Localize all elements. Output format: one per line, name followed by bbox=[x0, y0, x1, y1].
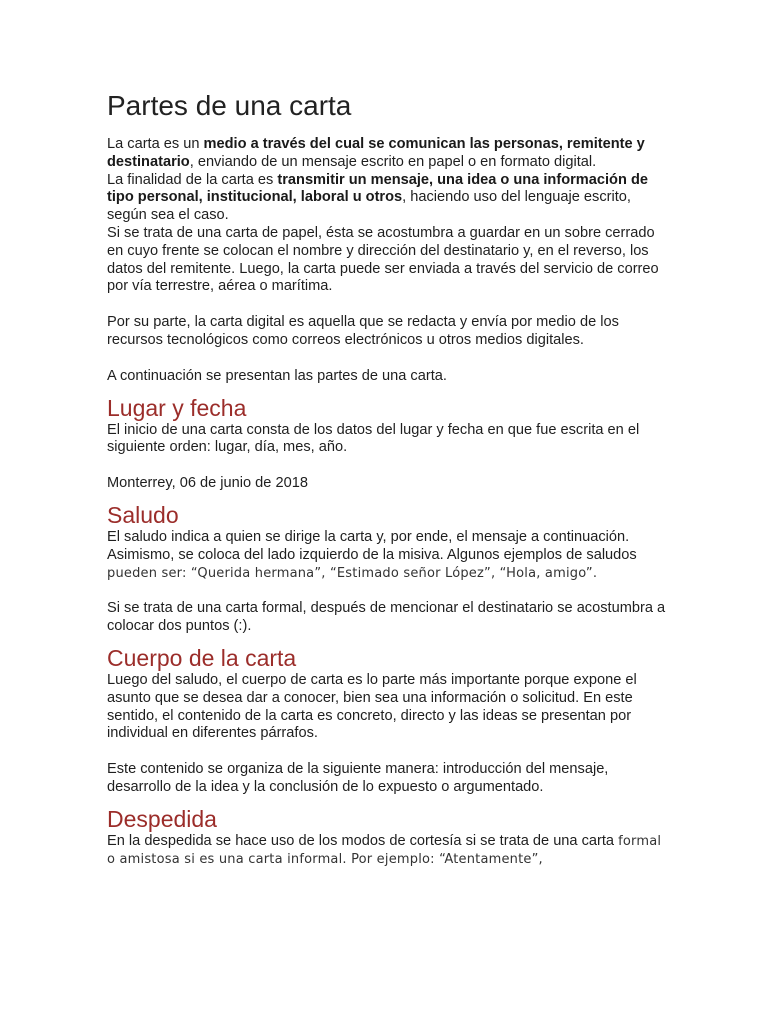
intro-bold-text: medio a través del cual se comunican las personas, remitente y destinatario bbox=[107, 136, 645, 170]
intro-paragraph-4: Por su parte, la carta digital es aquella que se redacta y envía por medio de los recursos tecnológicos como correos electrónicos u otros medios digitales. bbox=[107, 314, 619, 348]
section-heading-despedida: Despedida bbox=[107, 805, 217, 832]
intro-paragraph-2 bbox=[107, 172, 667, 225]
intro-text: La finalidad de la carta es bbox=[107, 171, 278, 188]
section-heading-lugar: Lugar y fecha bbox=[107, 394, 247, 421]
saludo-paragraph-2: Si se trata de una carta formal, después de mencionar el destinatario se acostumbra a colocar dos puntos (:). bbox=[107, 600, 666, 635]
cuerpo-paragraph-1: Luego del saludo, el cuerpo de carta es lo parte más importante porque expone el asunto que se desea dar a conocer, bien sea una información o solicitud. En este sentido, el contenido de la carta es concreto, directo y las ideas se presentan por individual en diferentes párrafos. bbox=[107, 671, 637, 742]
section-heading-cuerpo: Cuerpo de la carta bbox=[107, 644, 297, 671]
intro-bold-text: transmitir un mensaje, una idea o una información de tipo personal, institucional, laboral u otros bbox=[107, 171, 648, 206]
intro-text: , haciendo uso del lenguaje escrito, según sea el caso. bbox=[107, 189, 631, 224]
cuerpo-paragraph-2: Este contenido se organiza de la siguiente manera: introducción del mensaje, desarrollo de la idea y la conclusión de lo expuesto o argumentado. bbox=[107, 761, 609, 795]
saludo-paragraph-1 bbox=[107, 529, 667, 582]
lugar-paragraph: El inicio de una carta consta de los datos del lugar y fecha en que fue escrita en el siguiente orden: lugar, día, mes, año. bbox=[107, 421, 640, 456]
intro-text: La carta es un bbox=[107, 136, 204, 152]
page-title: Partes de una carta bbox=[107, 90, 352, 121]
despedida-examples: formal o amistosa si es una carta informal. Por ejemplo: “Atentamente”, bbox=[107, 833, 662, 867]
despedida-text: En la despedida se hace uso de los modos de cortesía si se trata de una carta bbox=[107, 832, 619, 849]
section-heading-saludo: Saludo bbox=[107, 501, 179, 528]
intro-paragraph-3: Si se trata de una carta de papel, ésta se acostumbra a guardar en un sobre cerrado en cuyo frente se colocan el nombre y dirección del destinatario y, en el reverso, los datos del remitente. Luego, la carta puede ser enviada a través del servicio de correo por vía terrestre, aérea o marítima. bbox=[107, 224, 659, 295]
intro-text: , enviando de un mensaje escrito en papel o en formato digital. bbox=[189, 153, 597, 170]
document-page bbox=[107, 88, 667, 868]
saludo-examples: pueden ser: “Querida hermana”, “Estimado señor López”, “Hola, amigo”. bbox=[107, 565, 598, 581]
lugar-example: Monterrey, 06 de junio de 2018 bbox=[107, 475, 308, 492]
saludo-text: El saludo indica a quien se dirige la carta y, por ende, el mensaje a continuación. Asimismo, se coloca del lado izquierdo de la misiva. Algunos ejemplos de saludos bbox=[107, 528, 637, 563]
intro-paragraph-1 bbox=[107, 136, 667, 172]
despedida-paragraph bbox=[107, 833, 667, 869]
intro-paragraph-5: A continuación se presentan las partes de una carta. bbox=[107, 367, 447, 384]
